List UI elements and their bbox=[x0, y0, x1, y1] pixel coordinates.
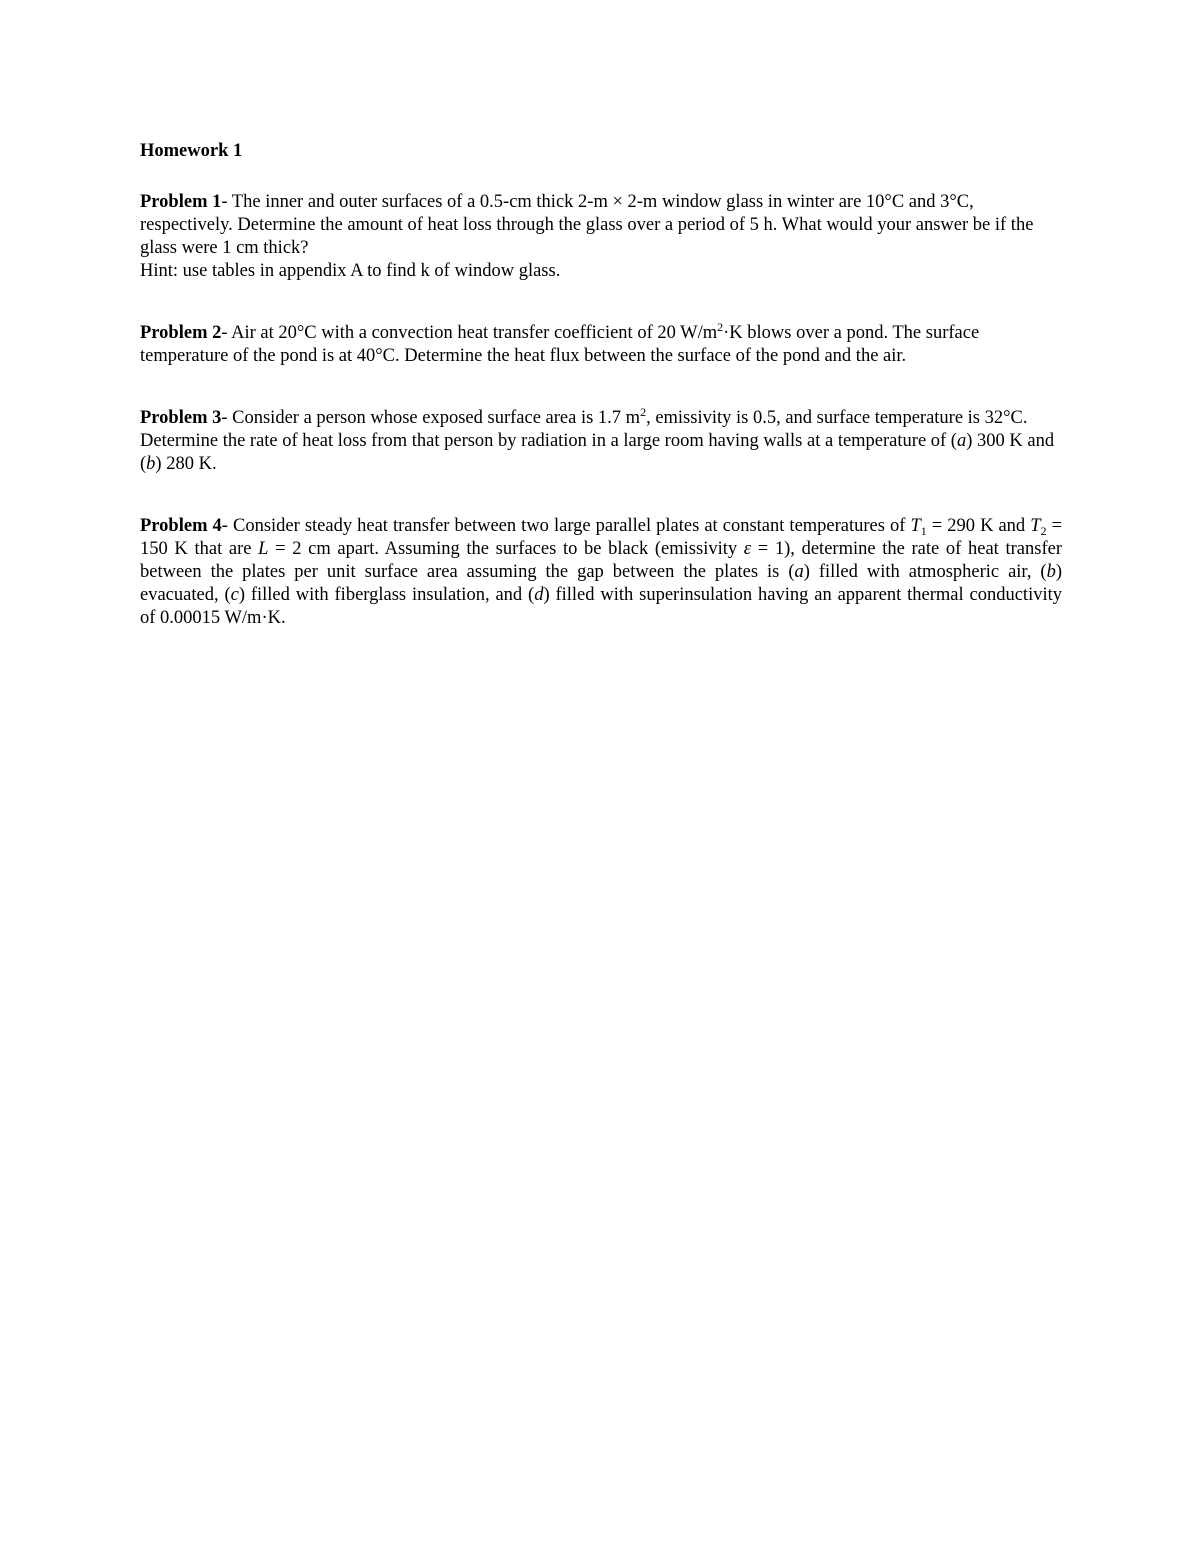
problem-1-text: - The inner and outer surfaces of a 0.5-cm thick 2-m × 2-m window glass in winter are 10°C and 3°C, respectively. Determine the amount of heat loss through the glass over a period of 5 h. What would your answer be if the glass were 1 cm thick? bbox=[140, 192, 1034, 258]
problem-4-subscript-2: 2 bbox=[1040, 524, 1047, 538]
problem-4-text-a: - Consider steady heat transfer between two large parallel plates at constant temperatures of bbox=[221, 516, 911, 536]
problem-4-text-i: ) filled with superinsulation having an apparent thermal conductivity of 0.00015 W/m·K. bbox=[140, 585, 1062, 628]
problem-3-text-d: ) 280 K. bbox=[155, 454, 217, 474]
page-title: Homework 1 bbox=[140, 141, 243, 161]
problem-4-text-f: ) filled with atmospheric air, ( bbox=[803, 562, 1047, 582]
problem-1 bbox=[140, 191, 1062, 283]
problem-3-superscript: 2 bbox=[640, 405, 647, 419]
problem-4-text-d: = 2 cm apart. Assuming the surfaces to be black (emissivity bbox=[268, 539, 744, 559]
problem-1-hint: Hint: use tables in appendix A to find k of window glass. bbox=[140, 261, 561, 281]
problem-2-text-b: ·K blows over a pond. The surface temperature of the pond is at 40°C. Determine the heat flux between the surface of the pond and the air. bbox=[140, 323, 980, 366]
problem-4-part-d: d bbox=[534, 585, 544, 605]
problem-2 bbox=[140, 322, 1062, 368]
problem-4-var-t2: T bbox=[1030, 516, 1041, 536]
problem-1-label: Problem 1 bbox=[140, 192, 222, 212]
document-page bbox=[140, 140, 1062, 630]
problem-2-text-a: - Air at 20°C with a convection heat transfer coefficient of 20 W/m bbox=[221, 323, 718, 343]
problem-2-superscript: 2 bbox=[717, 320, 724, 334]
problem-3-part-a: a bbox=[956, 431, 967, 451]
problem-4-text-e: = 1), determine the rate of heat transfer between the plates per unit surface area assuming the gap between the plates is ( bbox=[140, 539, 1062, 582]
problem-4-text-b: = 290 K and bbox=[926, 516, 1031, 536]
problem-4-subscript-1: 1 bbox=[920, 524, 927, 538]
problem-4-var-epsilon: ε bbox=[743, 539, 752, 559]
problem-4-part-a: a bbox=[794, 562, 804, 582]
problem-4 bbox=[140, 515, 1062, 630]
problem-4-var-t1: T bbox=[910, 516, 921, 536]
problem-3 bbox=[140, 407, 1062, 476]
problem-4-part-b: b bbox=[1046, 562, 1056, 582]
problem-4-text-h: ) filled with fiberglass insulation, and ( bbox=[238, 585, 535, 605]
problem-4-text-g: ) evacuated, ( bbox=[140, 562, 1063, 605]
problem-2-label: Problem 2 bbox=[140, 323, 222, 343]
problem-3-label: Problem 3 bbox=[140, 408, 222, 428]
problem-4-text-c: = 150 K that are bbox=[140, 516, 1063, 559]
problem-4-label: Problem 4 bbox=[140, 516, 222, 536]
problem-3-part-b: b bbox=[146, 454, 156, 474]
problem-3-text-c: ) 300 K and ( bbox=[140, 431, 1055, 474]
problem-4-part-c: c bbox=[230, 585, 239, 605]
problem-3-text-b: , emissivity is 0.5, and surface temperature is 32°C. Determine the rate of heat loss from that person by radiation in a large room having walls at a temperature of ( bbox=[140, 408, 1028, 451]
problem-3-text-a: - Consider a person whose exposed surface area is 1.7 m bbox=[221, 408, 641, 428]
problem-4-var-l: L bbox=[258, 539, 269, 559]
